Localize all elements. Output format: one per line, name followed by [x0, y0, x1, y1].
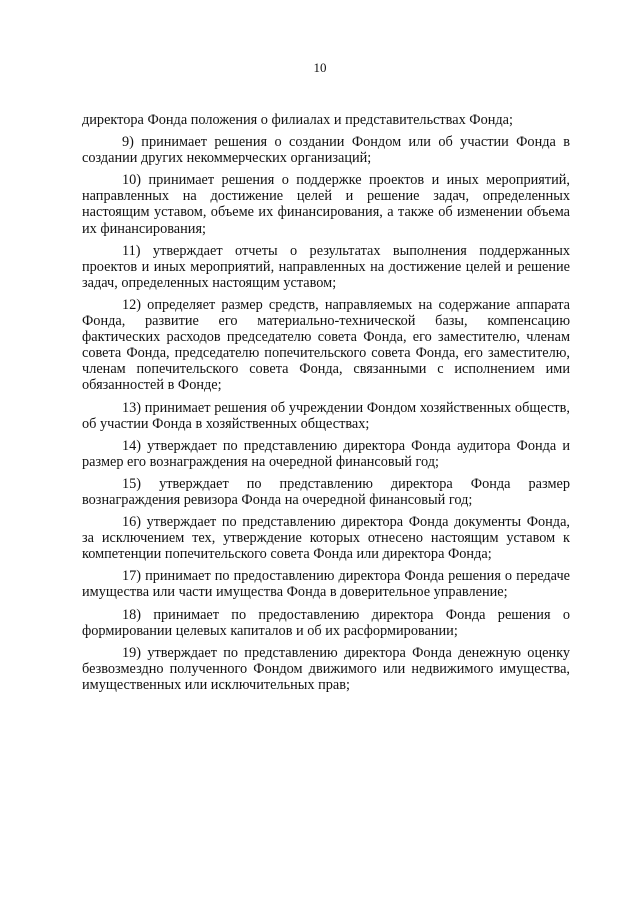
paragraph-continuation: директора Фонда положения о филиалах и представительствах Фонда; [82, 112, 513, 128]
paragraph-item-18: 18) принимает по предоставлению директора Фонда решения о формировании целевых капиталов и об их расформировании; [82, 606, 570, 639]
paragraph-item-10: 10) принимает решения о поддержке проектов и иных мероприятий, направленных на достижение целей и решение задач, определенных настоящим уставом, объеме их финансирования, а также об изменении объема их финансирования; [82, 172, 570, 237]
paragraph-item-14: 14) утверждает по представлению директора Фонда аудитора Фонда и размер его вознаграждения на очередной финансовый год; [82, 437, 570, 470]
paragraph-item-12: 12) определяет размер средств, направляемых на содержание аппарата Фонда, развитие его материально-технической базы, компенсацию фактических расходов председателю совета Фонда, его заместителю, членам совета Фонда, председателю попечительского совета Фонда, его заместителю, членам попечительского совета Фонда, связанными с исполнением ими обязанностей в Фонде; [82, 296, 570, 394]
paragraph-item-19: 19) утверждает по представлению директора Фонда денежную оценку безвозмездно полученного Фондом движимого или недвижимого имущества, имущественных или исключительных прав; [82, 644, 570, 693]
paragraph-item-13: 13) принимает решения об учреждении Фондом хозяйственных обществ, об участии Фонда в хозяйственных обществах; [82, 399, 570, 432]
page-number: 10 [313, 60, 327, 75]
paragraph-item-15: 15) утверждает по представлению директора Фонда размер вознаграждения ревизора Фонда на очередной финансовый год; [82, 475, 570, 508]
paragraph-item-16: 16) утверждает по представлению директора Фонда документы Фонда, за исключением тех, утверждение которых отнесено настоящим уставом к компетенции попечительского совета Фонда или директора Фонда; [82, 514, 570, 563]
paragraph-item-17: 17) принимает по предоставлению директора Фонда решения о передаче имущества или части имущества Фонда в доверительное управление; [82, 568, 570, 601]
paragraph-item-9: 9) принимает решения о создании Фондом или об участии Фонда в создании других некоммерческих организаций; [82, 134, 570, 167]
paragraph-item-11: 11) утверждает отчеты о результатах выполнения поддержанных проектов и иных мероприятий, направленных на достижение целей и решение задач, определенных настоящим уставом; [82, 242, 570, 291]
document-body [82, 112, 570, 699]
